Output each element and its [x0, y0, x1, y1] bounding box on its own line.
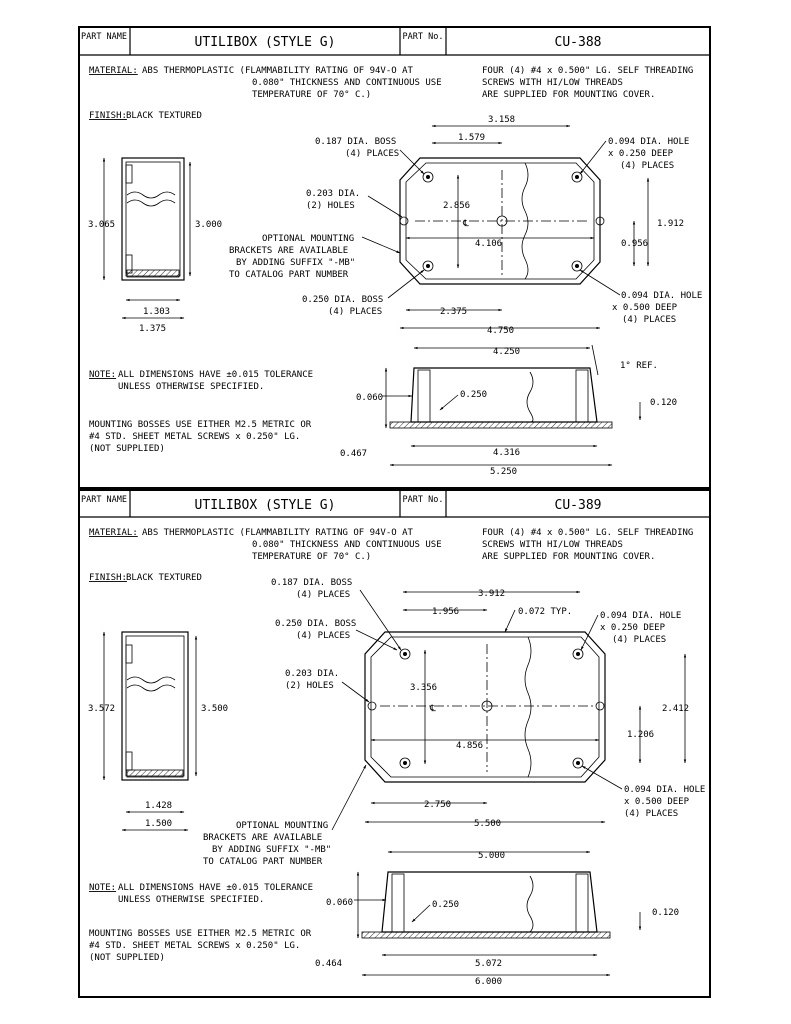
centerline-symbol: ℄ [463, 219, 469, 229]
material-line-2: 0.080" THICKNESS AND CONTINUOUS USE [252, 78, 442, 88]
callout-brackets-2: BRACKETS ARE AVAILABLE [203, 833, 323, 843]
dim-top-width: 3.912 [478, 589, 506, 599]
callout-brackets-2: BRACKETS ARE AVAILABLE [229, 246, 349, 256]
dim-side-outer: 3.572 [88, 704, 116, 714]
callout-hole094b-3: (4) PLACES [622, 315, 677, 325]
part-no-label: PART No. [402, 495, 444, 505]
dim-front-height: 0.464 [315, 959, 343, 969]
callout-boss187-1: 0.187 DIA. BOSS [315, 137, 397, 147]
dim-front-mid: 4.316 [493, 448, 521, 458]
dim-front-top: 4.250 [493, 347, 521, 357]
dim-bottom-half: 2.375 [440, 307, 468, 317]
finish-label: FINISH: [89, 573, 127, 583]
callout-boss250-1: 0.250 DIA. BOSS [275, 619, 357, 629]
material-line-3: TEMPERATURE OF 70° C.) [252, 552, 372, 562]
dim-right-height: 1.912 [657, 219, 685, 229]
panel-cu-389 [79, 490, 710, 997]
side-view [88, 158, 222, 334]
callout-brackets-1: OPTIONAL MOUNTING [236, 821, 329, 831]
dim-front-width: 6.000 [475, 977, 503, 987]
callout-hole094a-1: 0.094 DIA. HOLE [608, 137, 690, 147]
finish-label: FINISH: [89, 111, 127, 121]
finish-text: BLACK TEXTURED [126, 573, 202, 583]
dim-top-width: 3.158 [488, 115, 516, 125]
dim-front-lip: 0.120 [652, 908, 680, 918]
note-line-1: ALL DIMENSIONS HAVE ±0.015 TOLERANCE [118, 370, 314, 380]
dim-side-width-inner: 1.428 [145, 801, 173, 811]
dim-right-half: 0.956 [621, 239, 649, 249]
dim-top-half: 1.579 [458, 133, 486, 143]
screws-line-3: ARE SUPPLIED FOR MOUNTING COVER. [482, 90, 656, 100]
screws-line-2: SCREWS WITH HI/LOW THREADS [482, 78, 623, 88]
title-block [79, 27, 710, 55]
dim-side-inner: 3.000 [195, 220, 223, 230]
spec-text [89, 528, 693, 963]
callout-hole094a-2: x 0.250 DEEP [608, 149, 674, 159]
dim-side-outer: 3.065 [88, 220, 116, 230]
part-name-label-1: PART NAME [80, 32, 128, 42]
dim-right-half: 1.206 [627, 730, 655, 740]
panel-cu-388 [79, 27, 710, 488]
callout-hole094b-1: 0.094 DIA. HOLE [624, 785, 706, 795]
dim-front-boss: 0.250 [432, 900, 460, 910]
callout-hole094b-3: (4) PLACES [624, 809, 679, 819]
callout-boss250-2: (4) PLACES [328, 307, 383, 317]
callout-boss250-1: 0.250 DIA. BOSS [302, 295, 384, 305]
note-line-2: UNLESS OTHERWISE SPECIFIED. [118, 382, 265, 392]
screws-line-3: ARE SUPPLIED FOR MOUNTING COVER. [482, 552, 656, 562]
callout-brackets-3: BY ADDING SUFFIX "-MB" [236, 258, 356, 268]
callout-holes203-1: 0.203 DIA. [306, 189, 361, 199]
material-line-2: 0.080" THICKNESS AND CONTINUOUS USE [252, 540, 442, 550]
bosses-line-1: MOUNTING BOSSES USE EITHER M2.5 METRIC OR [89, 420, 312, 430]
dim-front-width: 5.250 [490, 467, 518, 477]
note-line-2: UNLESS OTHERWISE SPECIFIED. [118, 895, 265, 905]
bosses-line-2: #4 STD. SHEET METAL SCREWS x 0.250" LG. [89, 432, 301, 442]
dim-front-wall: 0.060 [326, 898, 354, 908]
material-line-3: TEMPERATURE OF 70° C.) [252, 90, 372, 100]
dim-front-height: 0.467 [340, 449, 368, 459]
dim-centerline-width: 4.106 [475, 239, 503, 249]
dim-right-height: 2.412 [662, 704, 690, 714]
centerline-symbol: ℄ [430, 704, 436, 714]
dim-bottom-width: 5.500 [474, 819, 502, 829]
callout-hole094b-2: x 0.500 DEEP [624, 797, 690, 807]
dim-front-top: 5.000 [478, 851, 506, 861]
note-label: NOTE: [89, 883, 117, 893]
dim-top-height: 2.856 [443, 201, 471, 211]
dim-front-mid: 5.072 [475, 959, 503, 969]
callout-boss187-1: 0.187 DIA. BOSS [271, 578, 353, 588]
top-view [203, 578, 705, 867]
dim-side-inner: 3.500 [201, 704, 229, 714]
callout-boss250-2: (4) PLACES [296, 631, 351, 641]
callout-holes203-2: (2) HOLES [285, 681, 334, 691]
top-view [229, 115, 702, 336]
dim-centerline-width: 4.856 [456, 741, 484, 751]
callout-typ: 0.072 TYP. [518, 607, 573, 617]
part-no-label: PART No. [402, 32, 444, 42]
bosses-line-3: (NOT SUPPLIED) [89, 953, 165, 963]
note-line-1: ALL DIMENSIONS HAVE ±0.015 TOLERANCE [118, 883, 314, 893]
dim-side-width-outer: 1.375 [139, 324, 167, 334]
dim-bottom-half: 2.750 [424, 800, 452, 810]
callout-holes203-2: (2) HOLES [306, 201, 355, 211]
callout-brackets-1: OPTIONAL MOUNTING [262, 234, 355, 244]
side-view [88, 632, 228, 830]
part-name: UTILIBOX (STYLE G) [194, 35, 336, 50]
bosses-line-2: #4 STD. SHEET METAL SCREWS x 0.250" LG. [89, 941, 301, 951]
dim-top-half: 1.956 [432, 607, 460, 617]
part-name-label-1: PART NAME [80, 495, 128, 505]
callout-hole094b-1: 0.094 DIA. HOLE [621, 291, 703, 301]
dim-front-lip: 0.120 [650, 398, 678, 408]
dim-side-width-inner: 1.303 [143, 307, 171, 317]
dim-front-boss: 0.250 [460, 390, 488, 400]
dim-bottom-width: 4.750 [487, 326, 515, 336]
material-label: MATERIAL: [89, 66, 138, 76]
callout-hole094b-2: x 0.500 DEEP [612, 303, 678, 313]
screws-line-1: FOUR (4) #4 x 0.500" LG. SELF THREADING [482, 528, 694, 538]
material-line-1: ABS THERMOPLASTIC (FLAMMABILITY RATING OF 94V-O AT [142, 528, 413, 538]
part-name: UTILIBOX (STYLE G) [194, 498, 336, 513]
material-line-1: ABS THERMOPLASTIC (FLAMMABILITY RATING OF 94V-O AT [142, 66, 413, 76]
material-label: MATERIAL: [89, 528, 138, 538]
callout-hole094a-1: 0.094 DIA. HOLE [600, 611, 682, 621]
callout-hole094a-2: x 0.250 DEEP [600, 623, 666, 633]
screws-line-1: FOUR (4) #4 x 0.500" LG. SELF THREADING [482, 66, 694, 76]
callout-boss187-2: (4) PLACES [345, 149, 400, 159]
callout-holes203-1: 0.203 DIA. [285, 669, 340, 679]
bosses-line-1: MOUNTING BOSSES USE EITHER M2.5 METRIC OR [89, 929, 312, 939]
ref-angle: 1° REF. [620, 361, 658, 371]
callout-brackets-3: BY ADDING SUFFIX "-MB" [212, 845, 332, 855]
note-label: NOTE: [89, 370, 117, 380]
part-number: CU-389 [554, 498, 602, 513]
front-view [315, 851, 679, 987]
callout-hole094a-3: (4) PLACES [612, 635, 667, 645]
screws-line-2: SCREWS WITH HI/LOW THREADS [482, 540, 623, 550]
dim-side-width-outer: 1.500 [145, 819, 173, 829]
finish-text: BLACK TEXTURED [126, 111, 202, 121]
callout-brackets-4: TO CATALOG PART NUMBER [203, 857, 323, 867]
callout-boss187-2: (4) PLACES [296, 590, 351, 600]
title-block [79, 490, 710, 517]
callout-hole094a-3: (4) PLACES [620, 161, 675, 171]
callout-brackets-4: TO CATALOG PART NUMBER [229, 270, 349, 280]
part-number: CU-388 [554, 35, 602, 50]
front-view [340, 345, 677, 477]
dim-top-height: 3.356 [410, 683, 438, 693]
dim-front-wall: 0.060 [356, 393, 384, 403]
bosses-line-3: (NOT SUPPLIED) [89, 444, 165, 454]
